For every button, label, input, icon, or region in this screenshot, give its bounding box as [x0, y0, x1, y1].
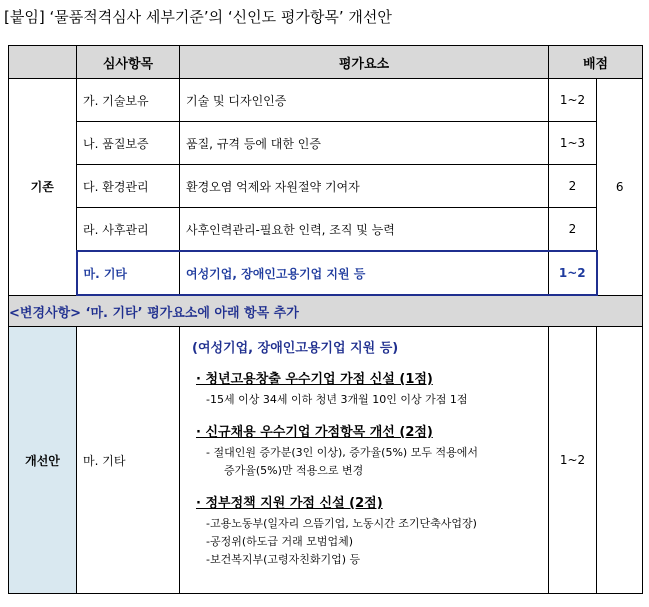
row-item: 다. 환경관리 — [77, 165, 180, 208]
row-item: 가. 기술보유 — [77, 79, 180, 122]
table-row-highlighted — [9, 251, 643, 295]
document-title: [붙임] ‘물품적격심사 세부기준’의 ‘신인도 평가항목’ 개선안 — [4, 8, 392, 26]
row-item: 마. 기타 — [77, 251, 180, 295]
table-row — [9, 165, 643, 208]
proposal-item-detail: -15세 이상 34세 이하 청년 3개월 10인 이상 가점 1점 — [206, 393, 468, 406]
table-row — [9, 79, 643, 122]
row-item: 나. 품질보증 — [77, 122, 180, 165]
header-item: 심사항목 — [77, 46, 180, 79]
row-score: 1~3 — [549, 122, 597, 165]
proposal-item-title: · 청년고용창출 우수기업 가점 신설 (1점) — [196, 372, 433, 387]
header-blank — [9, 46, 77, 79]
row-element: 사후인력관리-필요한 인력, 조직 및 능력 — [180, 208, 549, 252]
row-score: 2 — [549, 208, 597, 252]
row-score: 1~2 — [549, 79, 597, 122]
proposal-label: 개선안 — [9, 327, 77, 594]
criteria-table — [8, 45, 643, 594]
detail-line: - 절대인원 증가분(3인 이상), 증가율(5%) 모두 적용에서 — [206, 446, 478, 459]
proposal-score: 1~2 — [549, 327, 597, 594]
table-row — [9, 208, 643, 252]
proposal-heading: (여성기업, 장애인고용기업 지원 등) — [192, 341, 399, 356]
detail-line: 증가율(5%)만 적용으로 변경 — [224, 464, 364, 477]
existing-total-score: 6 — [597, 79, 643, 296]
proposal-item-detail — [206, 444, 540, 480]
proposal-row — [9, 327, 643, 594]
header-score: 배점 — [549, 46, 643, 79]
proposal-total-score — [597, 327, 643, 594]
change-note-row — [9, 295, 643, 327]
proposal-item-detail — [206, 515, 540, 569]
detail-line: -보건복지부(고령자친화기업) 등 — [206, 553, 361, 566]
proposal-item: 마. 기타 — [77, 327, 180, 594]
row-item: 라. 사후관리 — [77, 208, 180, 252]
proposal-item-title: · 신규채용 우수기업 가점항목 개선 (2점) — [196, 425, 433, 440]
change-note: <변경사항> ‘마. 기타’ 평가요소에 아래 항목 추가 — [9, 295, 643, 327]
header-element: 평가요소 — [180, 46, 549, 79]
proposal-content — [180, 327, 549, 594]
row-element: 기술 및 디자인인증 — [180, 79, 549, 122]
proposal-item-title: · 정부정책 지원 가점 신설 (2점) — [196, 496, 383, 511]
existing-label: 기존 — [9, 79, 77, 296]
row-score: 2 — [549, 165, 597, 208]
table-row — [9, 122, 643, 165]
row-element: 품질, 규격 등에 대한 인증 — [180, 122, 549, 165]
row-element: 환경오염 억제와 자원절약 기여자 — [180, 165, 549, 208]
proposal-item-block — [188, 421, 540, 480]
detail-line: -고용노동부(일자리 으뜸기업, 노동시간 조기단축사업장) — [206, 517, 477, 530]
row-element: 여성기업, 장애인고용기업 지원 등 — [180, 251, 549, 295]
proposal-item-block — [188, 492, 540, 569]
proposal-item-block — [188, 368, 540, 409]
row-score: 1~2 — [549, 251, 597, 295]
detail-line: -공정위(하도급 거래 모범업체) — [206, 535, 354, 548]
table-header-row — [9, 46, 643, 79]
